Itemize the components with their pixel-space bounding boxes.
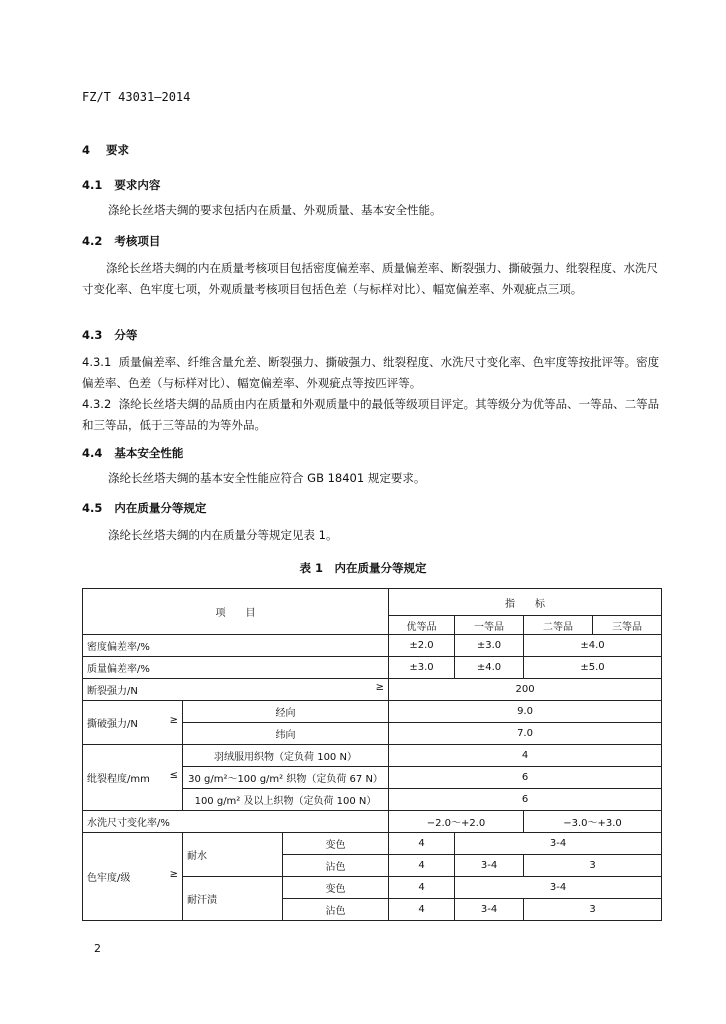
table-row-mass: [83, 657, 662, 679]
section-4-heading: [82, 142, 129, 158]
section-title: 要求: [106, 143, 130, 157]
cell-value: 4: [389, 899, 455, 921]
header-item: 项 目: [83, 589, 389, 635]
comparison-symbol: ≤: [169, 770, 178, 781]
comparison-symbol: ≥: [169, 869, 178, 880]
label-text: 撕破强力/N: [87, 719, 138, 730]
cell-value: 7.0: [389, 723, 662, 745]
cell-value: 3: [524, 855, 662, 877]
clause-number: 4.3.2: [82, 397, 112, 411]
sub-label: 100 g/m² 及以上织物（定负荷 100 N）: [183, 789, 389, 811]
section-number: 4.3: [82, 328, 103, 342]
section-4-2-heading: [82, 233, 160, 249]
row-label: [83, 745, 183, 811]
grade-excellent: 优等品: [389, 616, 455, 635]
label-text: 纰裂程度/mm: [87, 774, 150, 785]
sub-label: 沾色: [283, 855, 389, 877]
section-4-1-heading: [82, 177, 160, 193]
label-text: 断裂强力/N: [87, 686, 138, 697]
sub-label: 纬向: [183, 723, 389, 745]
section-number: 4.4: [82, 446, 103, 460]
table-row-density: [83, 635, 662, 657]
page-number: 2: [94, 942, 101, 955]
cell-value: 6: [389, 789, 662, 811]
cell-value: 4: [389, 855, 455, 877]
sub-label: 变色: [283, 877, 389, 899]
cell-value: ±4.0: [455, 657, 524, 679]
section-4-2-body: 涤纶长丝塔夫绸的内在质量考核项目包括密度偏差率、质量偏差率、断裂强力、撕破强力、纰裂程度、水洗尺寸变化率、色牢度七项，外观质量考核项目包括色差（与标样对比）、幅宽偏差率、外观疵点三项。: [82, 261, 658, 296]
header-indicator: 指 标: [389, 589, 662, 616]
row-label: 质量偏差率/%: [83, 657, 389, 679]
clause-body: 涤纶长丝塔夫绸的品质由内在质量和外观质量中的最低等级项目评定。其等级分为优等品、一等品、二等品和三等品，低于三等品的为等外品。: [82, 397, 660, 432]
clause-number: 4.3.1: [82, 355, 112, 369]
section-4-3-2: [82, 394, 664, 436]
section-4-1-body: 涤纶长丝塔夫绸的要求包括内在质量、外观质量、基本安全性能。: [108, 203, 442, 217]
table-row-fastness-water-change: [83, 833, 662, 855]
cell-value: ±3.0: [389, 657, 455, 679]
section-title: 考核项目: [114, 234, 161, 248]
cell-value: ±4.0: [524, 635, 662, 657]
section-4-3-heading: [82, 327, 137, 343]
grade-second: 二等品: [524, 616, 593, 635]
row-label: 密度偏差率/%: [83, 635, 389, 657]
cell-value: −3.0～+3.0: [524, 811, 662, 833]
table-row-breaking: [83, 679, 662, 701]
sub-label: 30 g/m²～100 g/m² 织物（定负荷 67 N）: [183, 767, 389, 789]
section-title: 基本安全性能: [114, 446, 184, 460]
sub-label-sweat: 耐汗渍: [183, 877, 283, 921]
section-title: 要求内容: [114, 178, 161, 192]
table-header-row: [83, 589, 662, 616]
section-number: 4.2: [82, 234, 103, 248]
row-label: [83, 701, 183, 745]
cell-value: 9.0: [389, 701, 662, 723]
sub-label: 经向: [183, 701, 389, 723]
cell-value: −2.0～+2.0: [389, 811, 524, 833]
section-4-5-heading: [82, 500, 206, 516]
cell-value: 3: [524, 899, 662, 921]
table-row-tear-warp: [83, 701, 662, 723]
comparison-symbol: ≥: [375, 682, 385, 693]
clause-body: 质量偏差率、纤维含量允差、断裂强力、撕破强力、纰裂程度、水洗尺寸变化率、色牢度等按批评等。密度偏差率、色差（与标样对比）、幅宽偏差率、外观疵点等按匹评等。: [82, 355, 660, 390]
cell-value: 3-4: [455, 833, 662, 855]
section-4-4-heading: [82, 445, 183, 461]
section-title: 分等: [114, 328, 138, 342]
grade-first: 一等品: [455, 616, 524, 635]
cell-value: ±5.0: [524, 657, 662, 679]
section-title: 内在质量分等规定: [114, 501, 207, 515]
sub-label: 沾色: [283, 899, 389, 921]
section-number: 4.1: [82, 178, 103, 192]
cell-value: 4: [389, 833, 455, 855]
cell-value: 3-4: [455, 899, 524, 921]
row-label: [83, 833, 183, 921]
section-4-5-body: 涤纶长丝塔夫绸的内在质量分等规定见表 1。: [108, 528, 338, 542]
cell-value: ±2.0: [389, 635, 455, 657]
row-label: [83, 679, 389, 701]
section-4-3-1: [82, 352, 664, 394]
cell-value: 4: [389, 745, 662, 767]
table-row-slippage-1: [83, 745, 662, 767]
quality-grade-table: [82, 588, 662, 921]
row-label: 水洗尺寸变化率/%: [83, 811, 389, 833]
cell-value: 3-4: [455, 877, 662, 899]
section-number: 4: [82, 143, 91, 157]
grade-third: 三等品: [593, 616, 662, 635]
table-row-wash: [83, 811, 662, 833]
standard-number: FZ/T 43031—2014: [82, 90, 191, 104]
comparison-symbol: ≥: [169, 715, 178, 726]
sub-label: 变色: [283, 833, 389, 855]
cell-value: ±3.0: [455, 635, 524, 657]
cell-value: 4: [389, 877, 455, 899]
sub-label: 羽绒服用织物（定负荷 100 N）: [183, 745, 389, 767]
sub-label-water: 耐水: [183, 833, 283, 877]
cell-value: 200: [389, 679, 662, 701]
section-4-4-body: 涤纶长丝塔夫绸的基本安全性能应符合 GB 18401 规定要求。: [108, 471, 426, 485]
label-text: 色牢度/级: [87, 873, 131, 884]
cell-value: 3-4: [455, 855, 524, 877]
section-number: 4.5: [82, 501, 103, 515]
table-caption: 表 1 内在质量分等规定: [299, 561, 427, 575]
cell-value: 6: [389, 767, 662, 789]
